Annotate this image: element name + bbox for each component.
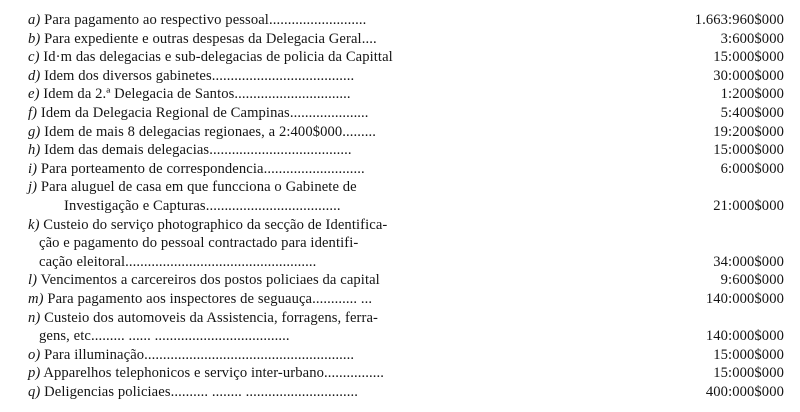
item-letter: d) (28, 67, 41, 84)
item-amount: 1:200$000 (720, 86, 784, 103)
expense-list (28, 11, 788, 401)
item-letter: c) (28, 49, 40, 66)
expense-item (28, 11, 788, 30)
expense-item-line (28, 178, 788, 197)
item-letter: j) (28, 179, 38, 196)
item-description: Investigação e Capturas.................................... (64, 197, 341, 214)
item-description: Deligencias policiaes.......... ........ .............................. (44, 383, 359, 400)
item-description: Para porteamento de correspondencia........................... (40, 160, 365, 177)
item-description: Id·m das delegacias e sub-delegacias de policia da Capittal (43, 49, 393, 66)
item-amount: 15:000$000 (713, 365, 784, 382)
item-description: cação eleitoral................................................... (39, 253, 317, 270)
expense-item-line (28, 364, 788, 383)
item-description: Para aluguel de casa em que funcciona o Gabinete de (40, 179, 357, 196)
expense-item (28, 160, 788, 179)
expense-item (28, 290, 788, 309)
item-letter: m) (28, 290, 44, 307)
item-description: Vencimentos a carcereiros dos postos policiaes da capital (40, 272, 380, 289)
expense-item (28, 178, 788, 215)
expense-item-line (28, 383, 788, 402)
expense-item-line (28, 141, 788, 160)
item-description: Para pagamento ao respectivo pessoal.......................... (44, 12, 367, 28)
item-letter: l) (28, 272, 38, 289)
expense-item (28, 141, 788, 160)
expense-item-line (28, 104, 788, 123)
item-description: ção e pagamento do pessoal contractado para identifi- (39, 235, 359, 252)
item-letter: i) (28, 160, 38, 177)
item-letter: b) (28, 30, 41, 47)
item-amount: 3:600$000 (720, 30, 784, 47)
item-letter: a) (28, 12, 41, 28)
item-amount: 21:000$000 (713, 197, 784, 214)
expense-item-line (28, 67, 788, 86)
expense-item (28, 67, 788, 86)
item-amount: 30:000$000 (713, 67, 784, 84)
expense-item (28, 48, 788, 67)
expense-item-line (28, 30, 788, 49)
expense-item-line (28, 253, 788, 272)
expense-item (28, 309, 788, 346)
item-letter: f) (28, 104, 38, 121)
expense-item-line (28, 160, 788, 179)
expense-item-line (28, 197, 788, 216)
item-description: Custeio dos automoveis da Assistencia, forragens, ferra- (44, 309, 378, 326)
item-letter: e) (28, 86, 40, 103)
expense-item-line (28, 216, 788, 235)
expense-item (28, 346, 788, 365)
item-amount: 5:400$000 (720, 104, 784, 121)
expense-item (28, 30, 788, 49)
item-amount: 15:000$000 (713, 346, 784, 363)
item-letter: k) (28, 216, 40, 233)
item-letter: q) (28, 383, 41, 400)
item-description: Idem da Delegacia Regional de Campinas..................... (40, 104, 369, 121)
expense-item (28, 104, 788, 123)
item-description: Idem dos diversos gabinetes...................................... (44, 67, 355, 84)
item-description: Idem da 2.ª Delegacia de Santos............................... (43, 86, 351, 103)
item-amount: 19:200$000 (713, 123, 784, 140)
expense-item-line (28, 85, 788, 104)
expense-item (28, 85, 788, 104)
expense-item-line (28, 327, 788, 346)
item-description: Idem de mais 8 delegacias regionaes, a 2:400$000......... (44, 123, 377, 140)
expense-item-line (28, 11, 788, 30)
expense-item (28, 364, 788, 383)
item-amount: 34:000$000 (713, 253, 784, 270)
expense-item (28, 123, 788, 142)
expense-item-line (28, 346, 788, 365)
expense-item-line (28, 290, 788, 309)
item-amount: 15:000$000 (713, 142, 784, 159)
item-letter: o) (28, 346, 41, 363)
expense-item-line (28, 309, 788, 328)
expense-item-line (28, 271, 788, 290)
expense-item-line (28, 48, 788, 67)
item-description: Idem das demais delegacias...................................... (44, 142, 352, 159)
item-amount: 140:000$000 (705, 328, 784, 345)
item-amount: 9:600$000 (720, 272, 784, 289)
item-letter: h) (28, 142, 41, 159)
expense-item-line (28, 234, 788, 253)
item-description: gens, etc......... ...... .................................... (39, 328, 290, 345)
item-description: Custeio do serviço photographico da secção de Identifica- (43, 216, 388, 233)
expense-item (28, 271, 788, 290)
item-description: Para illuminação........................................................ (44, 346, 355, 363)
item-amount: 15:000$000 (713, 49, 784, 66)
item-letter: n) (28, 309, 41, 326)
item-description: Para pagamento aos inspectores de seguauça............ ... (47, 290, 373, 307)
item-description: Apparelhos telephonicos e serviço inter-urbano................ (43, 365, 384, 382)
expense-item-line (28, 123, 788, 142)
expense-item (28, 383, 788, 402)
expense-item (28, 216, 788, 272)
item-amount: 1.663:960$000 (694, 12, 784, 28)
item-letter: p) (28, 365, 41, 382)
item-letter: g) (28, 123, 41, 140)
item-amount: 140:000$000 (705, 290, 784, 307)
item-description: Para expediente e outras despesas da Delegacia Geral.... (44, 30, 377, 47)
item-amount: 400:000$000 (705, 383, 784, 400)
item-amount: 6:000$000 (720, 160, 784, 177)
